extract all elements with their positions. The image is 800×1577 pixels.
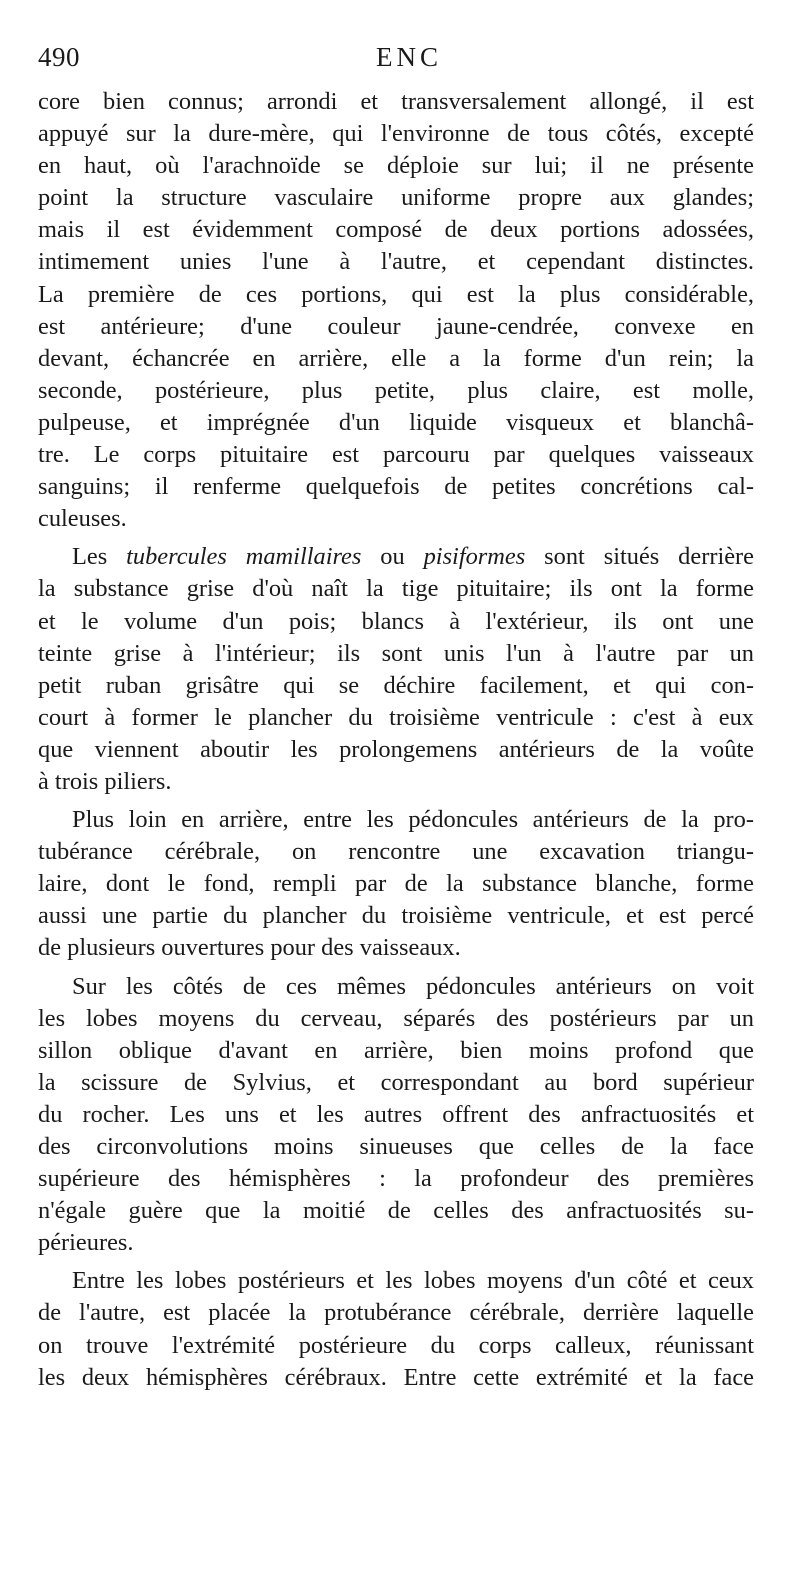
text-line: Plus loin en arrière, entre les pédoncules antérieurs de la pro- xyxy=(72,806,754,834)
text-line: Sur les côtés de ces mêmes pédoncules antérieurs on voit xyxy=(72,972,754,1000)
text-line: de l'autre, est placée la protubérance cérébrale, derrière laquelle xyxy=(38,1299,754,1327)
body-text xyxy=(38,86,754,1394)
text-line: sillon oblique d'avant en arrière, bien moins profond que xyxy=(38,1036,754,1064)
text-line: la substance grise d'où naît la tige pituitaire; ils ont la forme xyxy=(38,575,754,603)
text-line: n'égale guère que la moitié de celles des anfractuosités su- xyxy=(38,1197,754,1225)
text-line: du rocher. Les uns et les autres offrent des anfractuosités et xyxy=(38,1100,754,1128)
text-line: tubérance cérébrale, on rencontre une excavation triangu- xyxy=(38,838,754,866)
text-line: point la structure vasculaire uniforme propre aux glandes; xyxy=(38,184,754,212)
text-line: devant, échancrée en arrière, elle a la forme d'un rein; la xyxy=(38,344,754,372)
text-line: en haut, où l'arachnoïde se déploie sur lui; il ne présente xyxy=(38,152,754,180)
text-line: mais il est évidemment composé de deux portions adossées, xyxy=(38,216,754,244)
text-line: teinte grise à l'intérieur; ils sont unis l'un à l'autre par un xyxy=(38,639,754,667)
text-line: de plusieurs ouvertures pour des vaisseaux. xyxy=(38,934,461,962)
running-head: ENC xyxy=(376,42,442,72)
text-line: supérieure des hémisphères : la profondeur des premières xyxy=(38,1165,754,1193)
paragraph-pituitary xyxy=(38,86,754,535)
page-header xyxy=(38,42,754,86)
text-line: Entre les lobes postérieurs et les lobes moyens d'un côté et ceux xyxy=(72,1267,754,1295)
text-line: à trois piliers. xyxy=(38,767,172,795)
paragraph-excavation xyxy=(38,804,754,964)
text-line: petit ruban grisâtre qui se déchire facilement, et qui con- xyxy=(38,671,754,699)
text-line: aussi une partie du plancher du troisième ventricule, et est percé xyxy=(38,902,754,930)
text-line: intimement unies l'une à l'autre, et cependant distinctes. xyxy=(38,248,754,276)
text-line: pulpeuse, et imprégnée d'un liquide visqueux et blanchâ- xyxy=(38,408,754,436)
text-line: core bien connus; arrondi et transversalement allongé, il est xyxy=(38,88,754,115)
text-line-italic-terms: Les tubercules mamillaires ou pisiformes sont situés derrière xyxy=(72,543,754,571)
paragraph-protuberance xyxy=(38,1265,754,1393)
text-line: sanguins; il renferme quelquefois de petites concrétions cal- xyxy=(38,473,754,501)
text-line: La première de ces portions, qui est la plus considérable, xyxy=(38,280,754,308)
text-line: les lobes moyens du cerveau, séparés des postérieurs par un xyxy=(38,1004,754,1032)
book-page xyxy=(38,42,754,1400)
text-line: laire, dont le fond, rempli par de la substance blanche, forme xyxy=(38,870,754,898)
text-line: on trouve l'extrémité postérieure du corps calleux, réunissant xyxy=(38,1331,754,1359)
text-line: les deux hémisphères cérébraux. Entre cette extrémité et la face xyxy=(38,1363,754,1391)
text-line: seconde, postérieure, plus petite, plus claire, est molle, xyxy=(38,376,754,404)
paragraph-mamillary xyxy=(38,541,754,798)
text-line: tre. Le corps pituitaire est parcouru par quelques vaisseaux xyxy=(38,441,754,469)
text-line: périeures. xyxy=(38,1229,134,1257)
text-line: appuyé sur la dure-mère, qui l'environne de tous côtés, excepté xyxy=(38,120,754,148)
text-line: court à former le plancher du troisième ventricule : c'est à eux xyxy=(38,703,754,731)
text-line: que viennent aboutir les prolongemens antérieurs de la voûte xyxy=(38,735,754,763)
text-line: des circonvolutions moins sinueuses que celles de la face xyxy=(38,1133,754,1160)
text-line: la scissure de Sylvius, et correspondant au bord supérieur xyxy=(38,1068,754,1096)
text-line: et le volume d'un pois; blancs à l'extérieur, ils ont une xyxy=(38,607,754,635)
page-number: 490 xyxy=(38,42,80,72)
text-line: est antérieure; d'une couleur jaune-cendrée, convexe en xyxy=(38,312,754,340)
paragraph-middle-lobes xyxy=(38,971,754,1260)
text-line: culeuses. xyxy=(38,505,127,533)
